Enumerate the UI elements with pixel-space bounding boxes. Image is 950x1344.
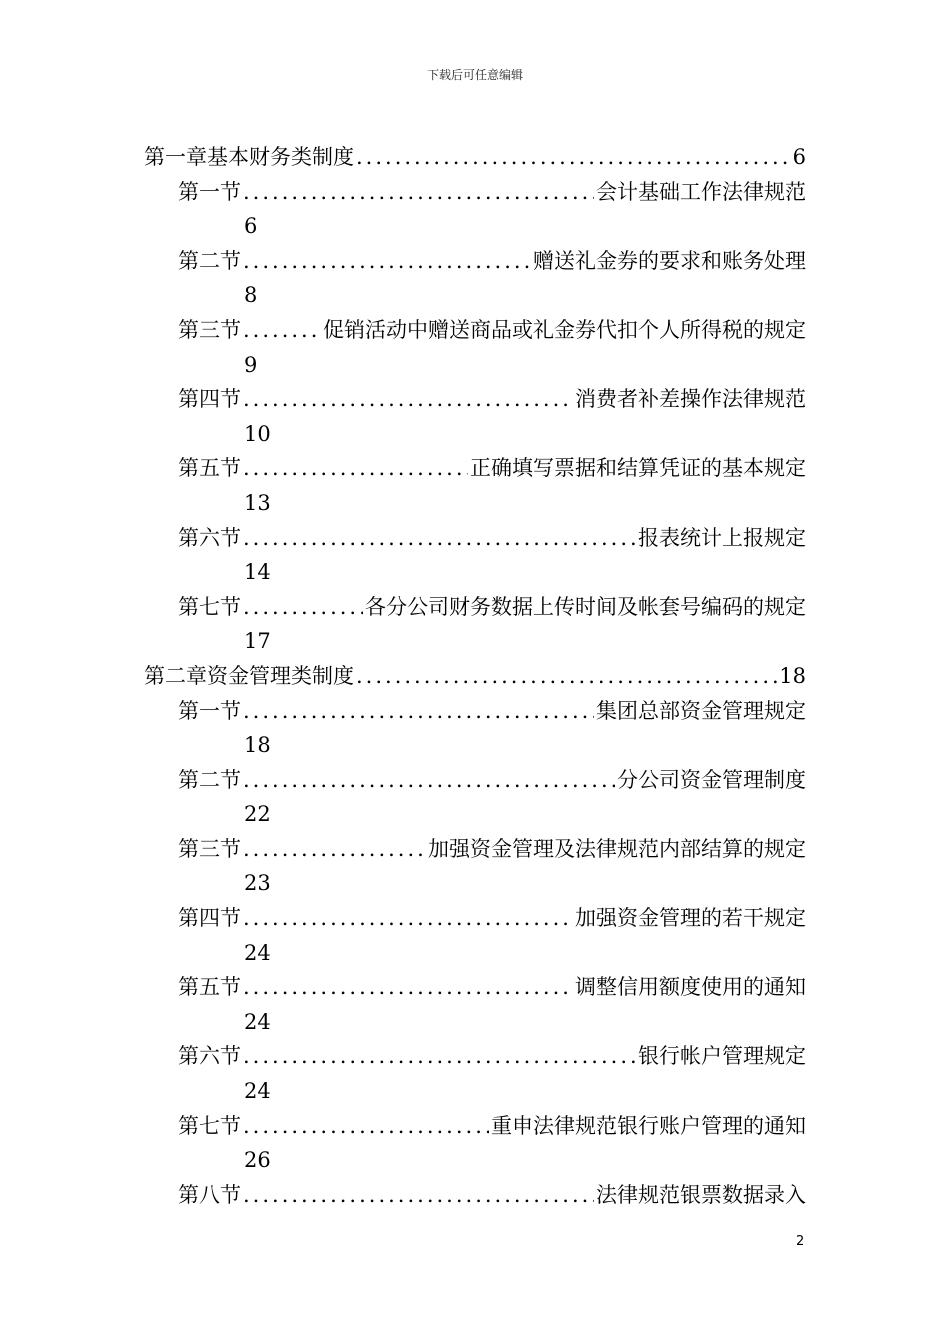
section-label: 第五节: [178, 456, 241, 481]
toc-section-1-3[interactable]: [144, 313, 806, 348]
toc-section-1-5[interactable]: [144, 451, 806, 486]
section-title: 促销活动中赠送商品或礼金券代扣个人所得税的规定: [323, 317, 806, 342]
section-page: 24: [244, 1079, 271, 1104]
dot-leader: [243, 832, 426, 867]
dot-leader: [243, 451, 468, 486]
dot-leader: [243, 175, 594, 210]
section-title: 正确填写票据和结算凭证的基本规定: [470, 456, 806, 481]
chapter-label: 第一章: [144, 145, 207, 169]
section-page: 10: [244, 421, 271, 446]
section-title: 会计基础工作法律规范: [596, 179, 806, 204]
toc-section-1-4[interactable]: [144, 382, 806, 417]
section-title: 重申法律规范银行账户管理的通知: [491, 1113, 806, 1138]
section-page: 13: [244, 490, 271, 515]
section-label: 第二节: [178, 767, 241, 792]
chapter-title: 基本财务类制度: [207, 145, 354, 169]
section-page: 24: [244, 940, 271, 965]
section-title: 加强资金管理及法律规范内部结算的规定: [428, 836, 806, 861]
section-title: 分公司资金管理制度: [617, 767, 806, 792]
section-page: 8: [244, 283, 258, 308]
section-title: 消费者补差操作法律规范: [575, 387, 806, 412]
toc-chapter-1[interactable]: [144, 140, 806, 175]
dot-leader: [243, 763, 615, 798]
toc-section-2-3[interactable]: [144, 832, 806, 867]
toc-section-1-1[interactable]: [144, 175, 806, 210]
chapter-label: 第二章: [144, 663, 207, 688]
section-label: 第四节: [178, 387, 241, 412]
section-label: 第三节: [178, 836, 241, 861]
toc-section-1-6[interactable]: [144, 521, 806, 556]
section-page: 22: [244, 802, 271, 827]
section-title: 赠送礼金券的要求和账务处理: [533, 248, 806, 273]
section-label: 第七节: [178, 1113, 241, 1138]
chapter-title: 资金管理类制度: [207, 663, 354, 688]
dot-leader: [243, 694, 594, 729]
toc-section-2-6[interactable]: [144, 1039, 806, 1074]
section-title: 调整信用额度使用的通知: [575, 975, 806, 1000]
dot-leader: [356, 140, 791, 175]
section-page: 9: [244, 352, 258, 377]
toc-section-2-4[interactable]: [144, 901, 806, 936]
dot-leader: [243, 244, 531, 279]
section-title: 加强资金管理的若干规定: [575, 906, 806, 931]
toc-section-2-5[interactable]: [144, 970, 806, 1005]
dot-leader: [243, 1109, 489, 1144]
section-label: 第二节: [178, 248, 241, 273]
toc-section-1-7[interactable]: [144, 590, 806, 625]
section-page: 18: [244, 733, 271, 758]
page-header: 下载后可任意编辑: [426, 68, 523, 82]
section-page: 17: [244, 629, 271, 654]
dot-leader: [356, 659, 777, 694]
section-page: 26: [244, 1148, 271, 1173]
section-label: 第八节: [178, 1182, 241, 1207]
section-label: 第三节: [178, 317, 241, 342]
dot-leader: [243, 1039, 636, 1074]
section-label: 第四节: [178, 906, 241, 931]
dot-leader: [243, 1178, 594, 1213]
section-label: 第一节: [178, 179, 241, 204]
section-label: 第七节: [178, 594, 241, 619]
dot-leader: [243, 901, 573, 936]
section-label: 第五节: [178, 975, 241, 1000]
section-label: 第一节: [178, 698, 241, 723]
toc-chapter-2[interactable]: [144, 659, 806, 694]
section-label: 第六节: [178, 1044, 241, 1069]
dot-leader: [243, 970, 573, 1005]
dot-leader: [243, 313, 321, 348]
chapter-page: 18: [779, 663, 806, 688]
section-page: 6: [244, 214, 258, 239]
section-page: 14: [244, 560, 271, 585]
section-title: 银行帐户管理规定: [638, 1044, 806, 1069]
section-page: 24: [244, 1009, 271, 1034]
section-label: 第六节: [178, 525, 241, 550]
dot-leader: [243, 521, 636, 556]
page-number: 2: [796, 1234, 805, 1249]
section-page: 23: [244, 871, 271, 896]
toc-section-1-2[interactable]: [144, 244, 806, 279]
chapter-page: 6: [792, 145, 806, 169]
toc-section-2-2[interactable]: [144, 763, 806, 798]
toc-section-2-7[interactable]: [144, 1109, 806, 1144]
toc-section-2-8[interactable]: [144, 1178, 806, 1213]
table-of-contents: [144, 140, 806, 1212]
dot-leader: [243, 382, 573, 417]
toc-section-2-1[interactable]: [144, 694, 806, 729]
dot-leader: [243, 590, 363, 625]
section-title: 各分公司财务数据上传时间及帐套号编码的规定: [365, 594, 806, 619]
section-title: 集团总部资金管理规定: [596, 698, 806, 723]
section-title: 报表统计上报规定: [638, 525, 806, 550]
section-title: 法律规范银票数据录入: [596, 1182, 806, 1207]
